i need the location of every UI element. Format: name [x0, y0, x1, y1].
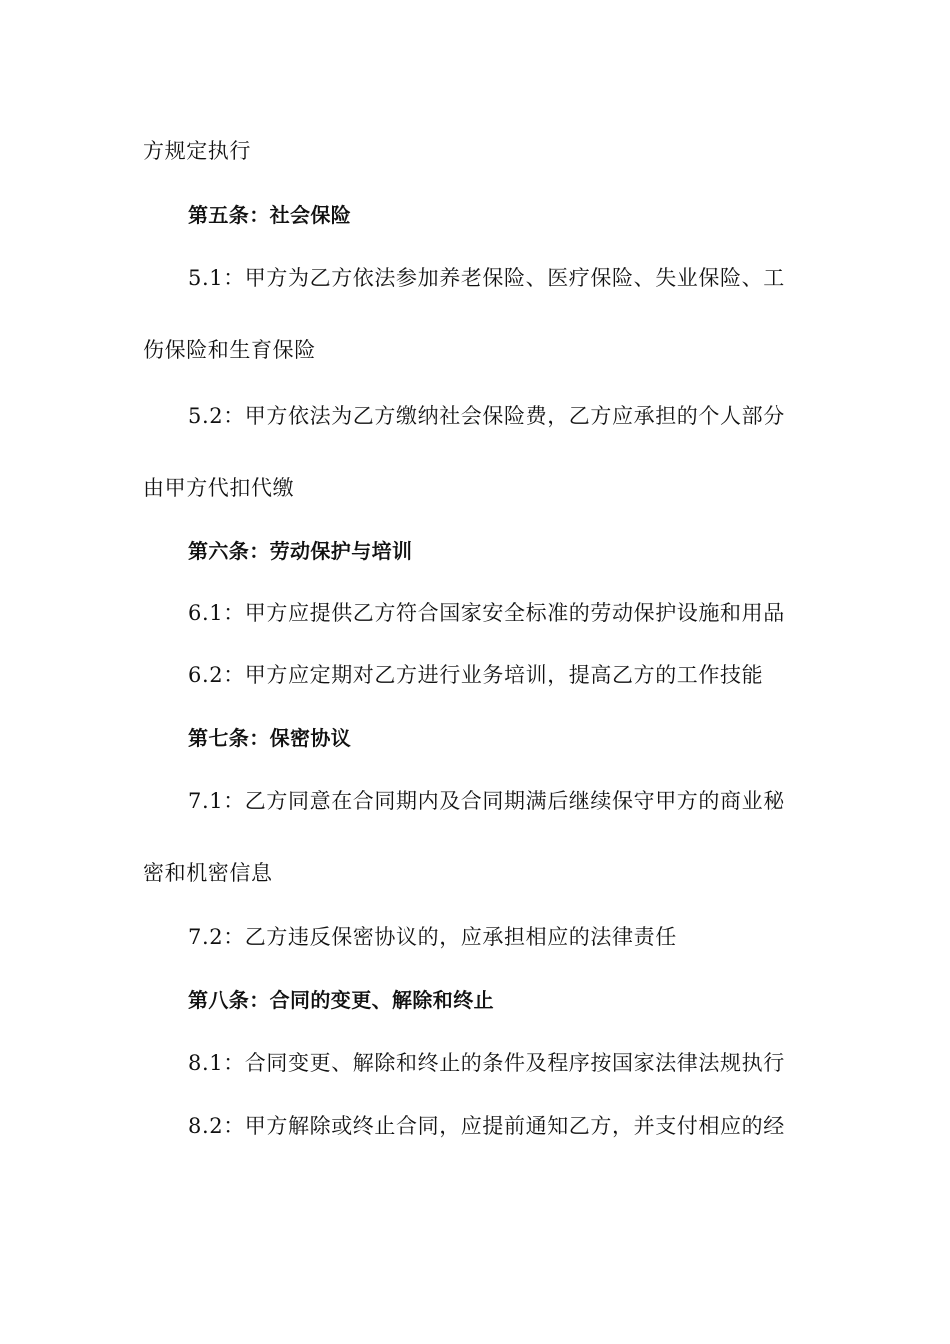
clause-5-2: 5.2：甲方依法为乙方缴纳社会保险费，乙方应承担的个人部分: [188, 404, 785, 428]
clause-5-2-continuation: 由甲方代扣代缴: [143, 476, 295, 500]
clause-6-1: 6.1：甲方应提供乙方符合国家安全标准的劳动保护设施和用品: [188, 601, 785, 625]
clause-7-2: 7.2：乙方违反保密协议的，应承担相应的法律责任: [188, 925, 677, 949]
clause-7-1: 7.1：乙方同意在合同期内及合同期满后继续保守甲方的商业秘: [188, 789, 785, 813]
clause-7-1-continuation: 密和机密信息: [143, 861, 273, 885]
section-heading-article-8: 第八条：合同的变更、解除和终止: [188, 988, 494, 1012]
clause-5-1-continuation: 伤保险和生育保险: [143, 338, 316, 362]
section-heading-article-6: 第六条：劳动保护与培训: [188, 539, 413, 563]
clause-8-1: 8.1：合同变更、解除和终止的条件及程序按国家法律法规执行: [188, 1051, 785, 1075]
text-line-continuation: 方规定执行: [143, 139, 251, 163]
section-heading-article-5: 第五条：社会保险: [188, 203, 352, 227]
clause-5-1: 5.1：甲方为乙方依法参加养老保险、医疗保险、失业保险、工: [188, 266, 785, 290]
clause-8-2: 8.2：甲方解除或终止合同，应提前通知乙方，并支付相应的经: [188, 1114, 785, 1138]
clause-6-2: 6.2：甲方应定期对乙方进行业务培训，提高乙方的工作技能: [188, 663, 764, 687]
section-heading-article-7: 第七条：保密协议: [188, 726, 352, 750]
